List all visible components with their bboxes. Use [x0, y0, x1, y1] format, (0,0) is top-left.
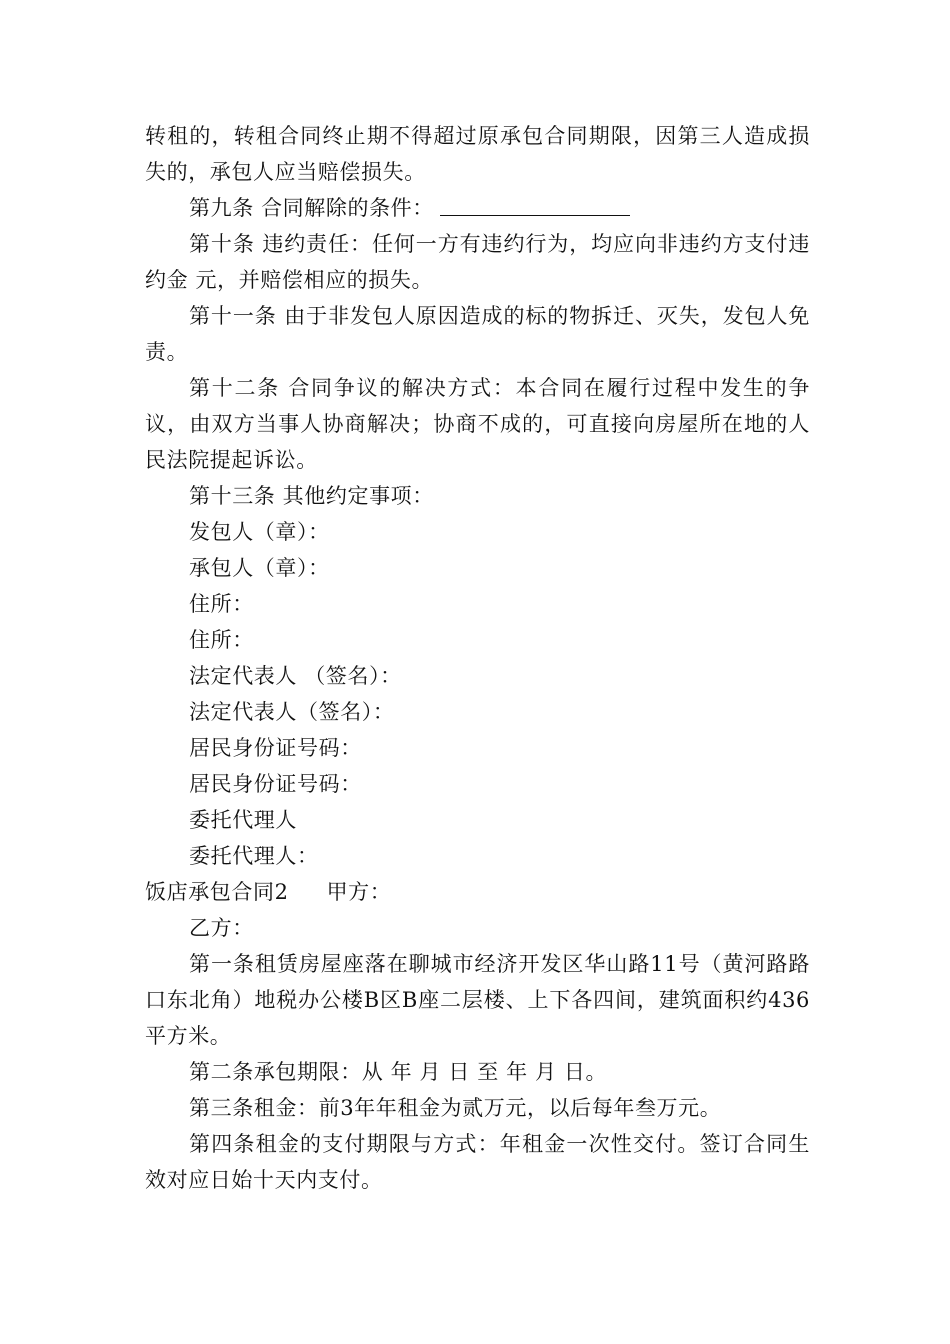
paragraph-article-1-location: 第一条租赁房屋座落在聊城市经济开发区华山路11号（黄河路路口东北角）地税办公楼B区B座二层楼、上下各四间，建筑面积约436平方米。: [145, 952, 810, 1048]
line-agent-2: 委托代理人：: [189, 844, 319, 868]
paragraph-article-3-rent: 第三条租金：前3年年租金为贰万元，以后每年叁万元。: [189, 1096, 722, 1120]
line-agent-1: 委托代理人: [189, 808, 297, 832]
section-heading: [145, 874, 810, 910]
line-legal-rep-2: 法定代表人（签名）：: [189, 700, 395, 724]
line-id-number-1: 居民身份证号码：: [189, 736, 362, 760]
paragraph-article-11: 第十一条 由于非发包人原因造成的标的物拆迁、灭失，发包人免责。: [145, 304, 810, 364]
paragraph-sublease-loss: 转租的，转租合同终止期不得超过原承包合同期限，因第三人造成损失的，承包人应当赔偿损失。: [145, 124, 810, 184]
line-party-b: 乙方：: [189, 916, 254, 940]
paragraph-article-4-payment: 第四条租金的支付期限与方式：年租金一次性交付。签订合同生效对应日始十天内支付。: [145, 1132, 810, 1192]
paragraph-article-13: 第十三条 其他约定事项：: [189, 484, 434, 508]
paragraph-article-2-term: 第二条承包期限：从 年 月 日 至 年 月 日。: [189, 1060, 608, 1084]
line-legal-rep-1: 法定代表人 （签名）：: [189, 664, 402, 688]
paragraph-article-9: [145, 190, 810, 226]
paragraph-article-12: 第十二条 合同争议的解决方式：本合同在履行过程中发生的争议，由双方当事人协商解决；协商不成的，可直接向房屋所在地的人民法院提起诉讼。: [145, 376, 810, 472]
line-employer-seal: 发包人（章）：: [189, 520, 330, 544]
party-a-label: 甲方：: [326, 880, 392, 904]
document-page: [145, 118, 810, 1198]
line-contractor-seal: 承包人（章）：: [189, 556, 330, 580]
line-address-1: 住所：: [189, 592, 254, 616]
line-id-number-2: 居民身份证号码：: [189, 772, 362, 796]
paragraph-article-10: 第十条 违约责任：任何一方有违约行为，均应向非违约方支付违约金 元，并赔偿相应的损失。: [145, 232, 810, 292]
contract-title: 饭店承包合同2: [145, 880, 289, 904]
line-address-2: 住所：: [189, 628, 254, 652]
fill-in-blank-line: [440, 195, 630, 216]
article-9-text: 第九条 合同解除的条件：: [189, 196, 434, 220]
